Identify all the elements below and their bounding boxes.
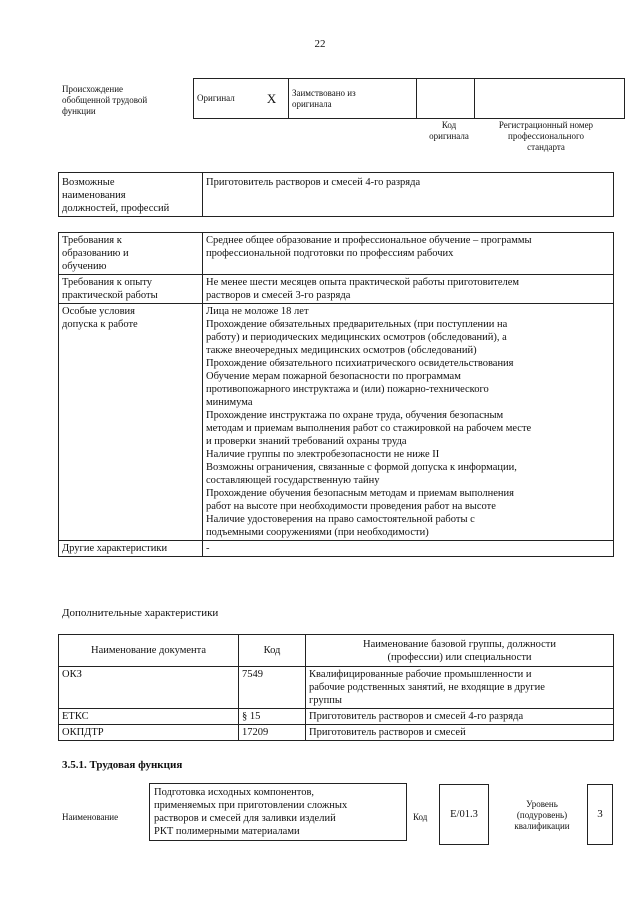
req-other-label — [59, 541, 203, 557]
row-name-line: Приготовитель растворов и смесей — [309, 727, 466, 738]
row-name — [306, 709, 614, 725]
row-code: § 15 — [239, 709, 306, 725]
function-heading: 3.5.1. Трудовая функция — [62, 759, 183, 771]
req-value-line: Прохождение обязательных предварительных (при поступлении на — [206, 319, 508, 330]
req-label-line: Требования к опыту — [62, 277, 153, 288]
function-level-label — [500, 799, 584, 832]
origin-table — [193, 78, 625, 119]
origin-mark-cell — [255, 79, 288, 119]
origin-borrowed-line: оригинала — [291, 98, 332, 109]
code-caption — [418, 120, 480, 142]
function-name-line: растворов и смесей для заливки изделий — [154, 813, 336, 824]
origin-label — [62, 84, 192, 117]
function-name-value — [150, 784, 407, 841]
req-value-line: Наличие группы по электробезопасности не ниже II — [206, 449, 440, 460]
origin-borrowed-cell — [288, 79, 416, 119]
row-name — [306, 667, 614, 709]
req-other-value — [203, 541, 614, 557]
req-label-line: Другие характеристики — [62, 543, 168, 554]
req-experience-label — [59, 275, 203, 304]
req-education-label — [59, 233, 203, 275]
header-doc: Наименование документа — [59, 635, 239, 667]
row-doc: ОКПДТР — [59, 725, 239, 741]
req-value-line: минимума — [206, 397, 253, 408]
req-value-line: Не менее шести месяцев опыта практической работы приготовителем — [206, 277, 520, 288]
origin-mark: X — [266, 90, 277, 106]
code-caption-line: оригинала — [429, 131, 469, 141]
function-level-value: 3 — [588, 785, 613, 845]
req-label-line: обучению — [62, 261, 107, 272]
req-value-line: работ на высоте при необходимости проведения работ на высоте — [206, 501, 496, 512]
origin-borrowed-line: Заимствовано из — [291, 87, 356, 98]
function-name-label: Наименование — [62, 812, 119, 822]
req-admission-value — [203, 304, 614, 541]
req-education-value — [203, 233, 614, 275]
additional-table — [58, 634, 614, 741]
row-name-line: группы — [309, 695, 342, 706]
req-value-line: также внеочередных медицинских осмотров (обследований) — [206, 345, 477, 356]
level-label-line: (подуровень) — [516, 810, 568, 820]
row-code: 17209 — [239, 725, 306, 741]
origin-label-line: обобщенной трудовой — [62, 95, 148, 105]
req-experience-value — [203, 275, 614, 304]
req-value-line: Наличие удостоверения на право самостоятельной работы с — [206, 514, 475, 525]
positions-label-line: Возможные — [62, 177, 115, 188]
origin-label-line: функции — [62, 106, 96, 116]
req-value-line: Прохождение инструктажа по охране труда, обучения безопасным — [206, 410, 504, 421]
origin-label-line: Происхождение — [62, 84, 124, 94]
function-name-line: применяемых при приготовлении сложных — [154, 800, 348, 811]
level-label-line: Уровень — [526, 799, 558, 809]
row-name — [306, 725, 614, 741]
positions-label — [59, 173, 203, 217]
req-value-line: составляющей государственную тайну — [206, 475, 380, 486]
positions-table — [58, 172, 614, 217]
positions-label-line: наименования — [62, 190, 126, 201]
requirements-table — [58, 232, 614, 557]
req-value-line: методам и приемам выполнения работ со стажировкой на рабочем месте — [206, 423, 532, 434]
req-value-line: профессиональной подготовки по профессиям рабочих — [206, 248, 454, 259]
row-doc: ОКЗ — [59, 667, 239, 709]
function-name-box — [149, 783, 407, 841]
code-caption-line: Код — [441, 120, 457, 130]
req-label-line: Особые условия — [62, 306, 135, 317]
origin-original-cell — [194, 79, 256, 119]
header-code: Код — [239, 635, 306, 667]
reg-caption-line: стандарта — [527, 142, 565, 152]
function-code-box — [439, 784, 489, 845]
origin-code-cell — [416, 79, 474, 119]
req-label-line: практической работы — [62, 290, 158, 301]
req-value-line: Прохождение обязательного психиатрического освидетельствования — [206, 358, 514, 369]
req-value-line: Обучение мерам пожарной безопасности по программам — [206, 371, 461, 382]
row-name-line: Квалифицированные рабочие промышленности и — [309, 669, 532, 680]
req-label-line: Требования к — [62, 235, 122, 246]
origin-reg-cell — [474, 79, 624, 119]
req-value-line: - — [206, 543, 210, 554]
reg-caption-line: профессионального — [508, 131, 584, 141]
req-admission-label — [59, 304, 203, 541]
reg-caption-line: Регистрационный номер — [498, 120, 594, 130]
req-value-line: Возможны ограничения, связанные с формой допуска к информации, — [206, 462, 517, 473]
function-name-line: РКТ полимерными материалами — [154, 826, 300, 837]
additional-title: Дополнительные характеристики — [62, 607, 219, 619]
row-name-line: Приготовитель растворов и смесей 4-го разряда — [309, 711, 524, 722]
function-level-box — [587, 784, 613, 845]
header-name-line: (профессии) или специальности — [387, 651, 532, 663]
req-label-line: допуска к работе — [62, 319, 138, 330]
reg-number-caption — [482, 120, 610, 153]
req-value-line: и проверки знаний требований охраны труда — [206, 436, 407, 447]
origin-original-label: Оригинал — [197, 93, 235, 103]
req-value-line: Среднее общее образование и профессиональное обучение – программы — [206, 235, 532, 246]
req-value-line: подъемными сооружениями (при необходимости) — [206, 527, 429, 538]
function-name-line: Подготовка исходных компонентов, — [154, 787, 315, 798]
row-name-line: рабочие родственных занятий, не входящие в другие — [309, 682, 545, 693]
level-label-line: квалификации — [514, 821, 570, 831]
function-code-value: E/01.3 — [440, 785, 489, 845]
req-value-line: Прохождение обучения безопасным методам и приемам выполнения — [206, 488, 514, 499]
page-number: 22 — [314, 38, 326, 50]
header-name — [306, 635, 614, 667]
positions-value: Приготовитель растворов и смесей 4-го разряда — [203, 173, 614, 217]
req-value-line: работу) и периодических медицинских осмотров (обследований), а — [206, 332, 507, 343]
function-code-label: Код — [413, 812, 428, 822]
req-label-line: образованию и — [62, 248, 129, 259]
positions-label-line: должностей, профессий — [62, 203, 170, 214]
header-name-line: Наименование базовой группы, должности — [363, 638, 556, 650]
req-value-line: растворов и смесей 3-го разряда — [206, 290, 351, 301]
row-code: 7549 — [239, 667, 306, 709]
req-value-line: Лица не моложе 18 лет — [206, 306, 309, 317]
req-value-line: противопожарного инструктажа и (или) пожарно-технического — [206, 384, 489, 395]
row-doc: ЕТКС — [59, 709, 239, 725]
